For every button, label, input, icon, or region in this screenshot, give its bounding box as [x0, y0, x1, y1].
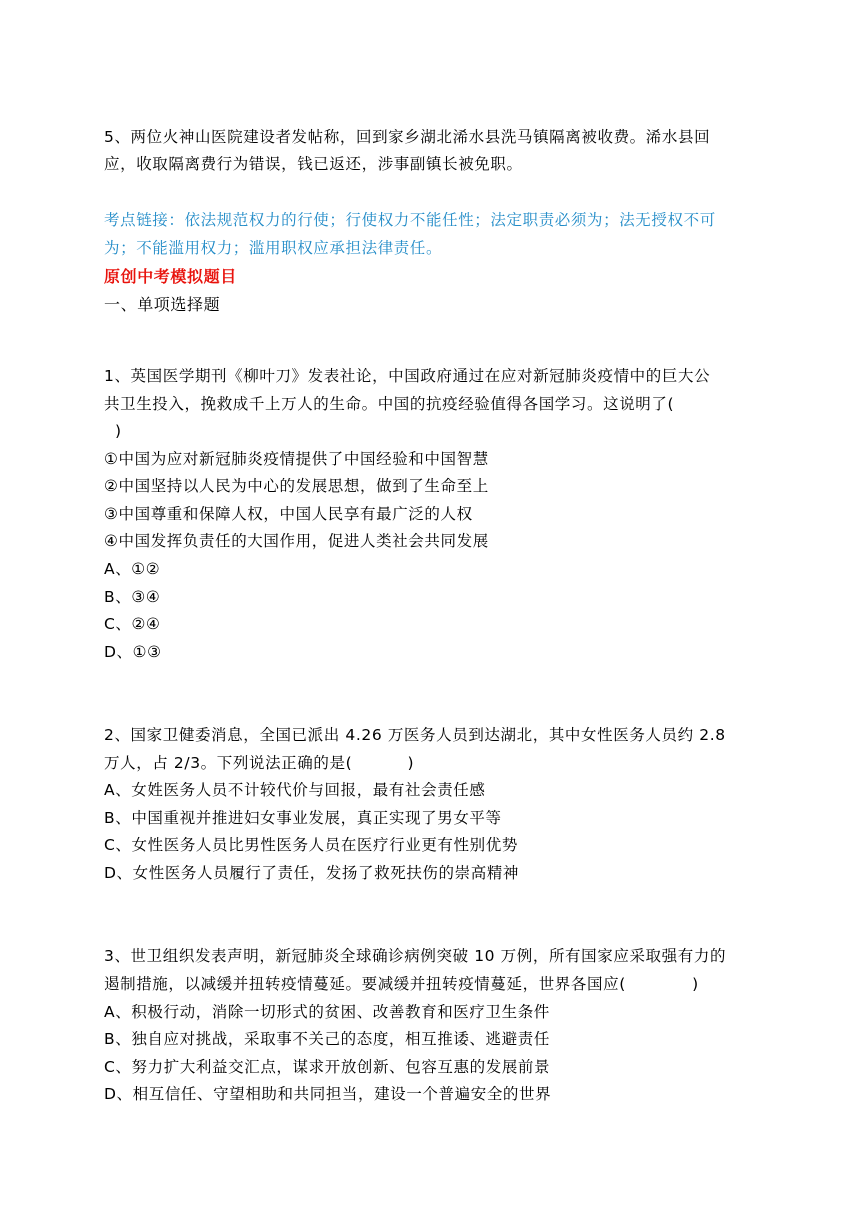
- q3-stem-line2: 遏制措施，以减缓并扭转疫情蔓延。要减缓并扭转疫情蔓延，世界各国应( ): [104, 975, 699, 993]
- q1-option-a: A、①②: [104, 560, 161, 578]
- q2-option-c: C、女性医务人员比男性医务人员在医疗行业更有性别优势: [104, 836, 518, 854]
- q1-option-d: D、①③: [104, 643, 162, 661]
- link-line1: 考点链接：依法规范权力的行使；行使权力不能任性；法定职责必须为；法无授权不可: [104, 211, 716, 229]
- q1-option-c: C、②④: [104, 615, 161, 633]
- q1-stem-line3: ): [104, 422, 122, 440]
- q1-statement: ④中国发挥负责任的大国作用，促进人类社会共同发展: [104, 532, 489, 550]
- item5-line1: 5、两位火神山医院建设者发帖称，回到家乡湖北浠水县洗马镇隔离被收费。浠水县回: [104, 128, 711, 146]
- q2-stem-line1: 2、国家卫健委消息，全国已派出 4.26 万医务人员到达湖北，其中女性医务人员约 2.8: [104, 726, 726, 744]
- subsection-title: 一、单项选择题: [104, 295, 221, 314]
- q1-statement: ①中国为应对新冠肺炎疫情提供了中国经验和中国智慧: [104, 450, 489, 468]
- link-line2: 为；不能滥用权力；滥用职权应承担法律责任。: [104, 239, 443, 257]
- q2-stem-line2: 万人，占 2/3。下列说法正确的是( ): [104, 754, 415, 772]
- q2-option-d: D、女性医务人员履行了责任，发扬了救死扶伤的崇高精神: [104, 864, 520, 882]
- q1-stem-line2: 共卫生投入，挽救成千上万人的生命。中国的抗疫经验值得各国学习。这说明了(: [104, 395, 675, 413]
- q3-stem-line1: 3、世卫组织发表声明，新冠肺炎全球确诊病例突破 10 万例，所有国家应采取强有力的: [104, 947, 727, 965]
- q3-option-a: A、积极行动，消除一切形式的贫困、改善教育和医疗卫生条件: [104, 1003, 550, 1021]
- q2-option-b: B、中国重视并推进妇女事业发展，真正实现了男女平等: [104, 809, 502, 827]
- q3-option-c: C、努力扩大利益交汇点，谋求开放创新、包容互惠的发展前景: [104, 1058, 551, 1076]
- item5-line2: 应，收取隔离费行为错误，钱已返还，涉事副镇长被免职。: [104, 155, 523, 173]
- q3-option-d: D、相互信任、守望相助和共同担当，建设一个普遍安全的世界: [104, 1085, 552, 1103]
- section-title: 原创中考模拟题目: [104, 267, 237, 286]
- q1-statement: ②中国坚持以人民为中心的发展思想，做到了生命至上: [104, 477, 489, 495]
- q1-stem-line1: 1、英国医学期刊《柳叶刀》发表社论，中国政府通过在应对新冠肺炎疫情中的巨大公: [104, 367, 711, 385]
- q2-option-a: A、女姓医务人员不计较代价与回报，最有社会责任感: [104, 781, 486, 799]
- q1-statement: ③中国尊重和保障人权，中国人民享有最广泛的人权: [104, 505, 473, 523]
- q1-option-b: B、③④: [104, 588, 161, 606]
- q3-option-b: B、独自应对挑战，采取事不关己的态度，相互推诿、逃避责任: [104, 1030, 550, 1048]
